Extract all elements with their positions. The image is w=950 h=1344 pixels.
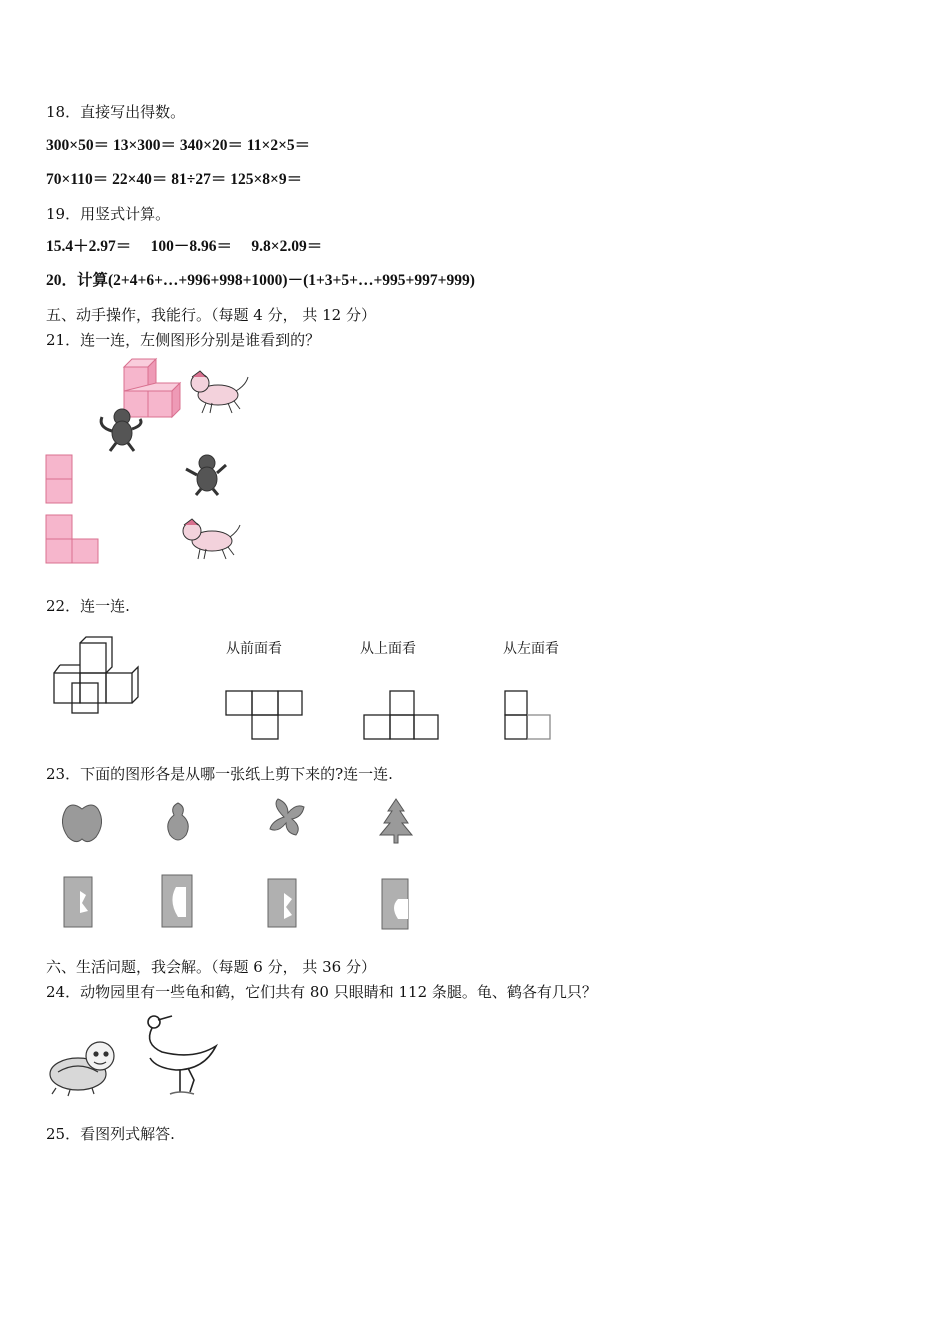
q20-title: 20．计算(2+4+6+…+996+998+1000)－(1+3+5+…+995+997+999) bbox=[46, 272, 475, 289]
monkey-icon-2 bbox=[186, 455, 226, 495]
view-two-squares bbox=[46, 455, 72, 503]
q24-animals bbox=[44, 1008, 234, 1100]
tree-icon bbox=[380, 799, 412, 843]
q23-cutouts bbox=[46, 795, 446, 940]
label-top-view: 从上面看 bbox=[360, 641, 416, 657]
view-l-shape bbox=[46, 515, 98, 563]
label-left-view: 从左面看 bbox=[503, 641, 559, 657]
q19-row: 15.4＋2.97＝ 100－8.96＝ 9.8×2.09＝ bbox=[46, 238, 323, 255]
turtle-icon bbox=[50, 1042, 114, 1096]
pink-cube-stack bbox=[124, 359, 180, 417]
q21-figures bbox=[40, 355, 280, 575]
q25-title: 25．看图列式解答. bbox=[46, 1125, 175, 1143]
q18-title: 18．直接写出得数。 bbox=[46, 103, 186, 121]
q24-title: 24．动物园里有一些龟和鹤，它们共有 80 只眼睛和 112 条腿。龟、鹤各有几只？ bbox=[46, 983, 597, 1001]
q21-title: 21．连一连，左侧图形分别是谁看到的？ bbox=[46, 331, 321, 349]
q18-row2: 70×110＝ 22×40＝ 81÷27＝ 125×8×9＝ bbox=[46, 171, 303, 188]
flower-icon bbox=[270, 799, 304, 835]
label-front-view: 从前面看 bbox=[226, 641, 282, 657]
paper-1 bbox=[64, 877, 92, 927]
q22-title: 22．连一连. bbox=[46, 597, 130, 615]
q19-title: 19．用竖式计算。 bbox=[46, 205, 171, 223]
section5-title: 五、动手操作，我能行。（每题 4 分， 共 12 分） bbox=[46, 306, 376, 324]
q18-row1: 300×50＝ 13×300＝ 340×20＝ 11×2×5＝ bbox=[46, 137, 311, 154]
gourd-icon bbox=[168, 803, 189, 840]
section6-title: 六、生活问题，我会解。（每题 6 分， 共 36 分） bbox=[46, 958, 376, 976]
q23-title: 23．下面的图形各是从哪一张纸上剪下来的?连一连. bbox=[46, 765, 393, 783]
dog-icon-2 bbox=[183, 519, 240, 559]
dog-icon bbox=[191, 371, 248, 413]
apple-icon bbox=[62, 805, 101, 842]
q22-views bbox=[220, 685, 560, 745]
paper-3 bbox=[268, 879, 296, 927]
crane-icon bbox=[148, 1016, 216, 1094]
q22-cube-structure bbox=[46, 635, 166, 720]
